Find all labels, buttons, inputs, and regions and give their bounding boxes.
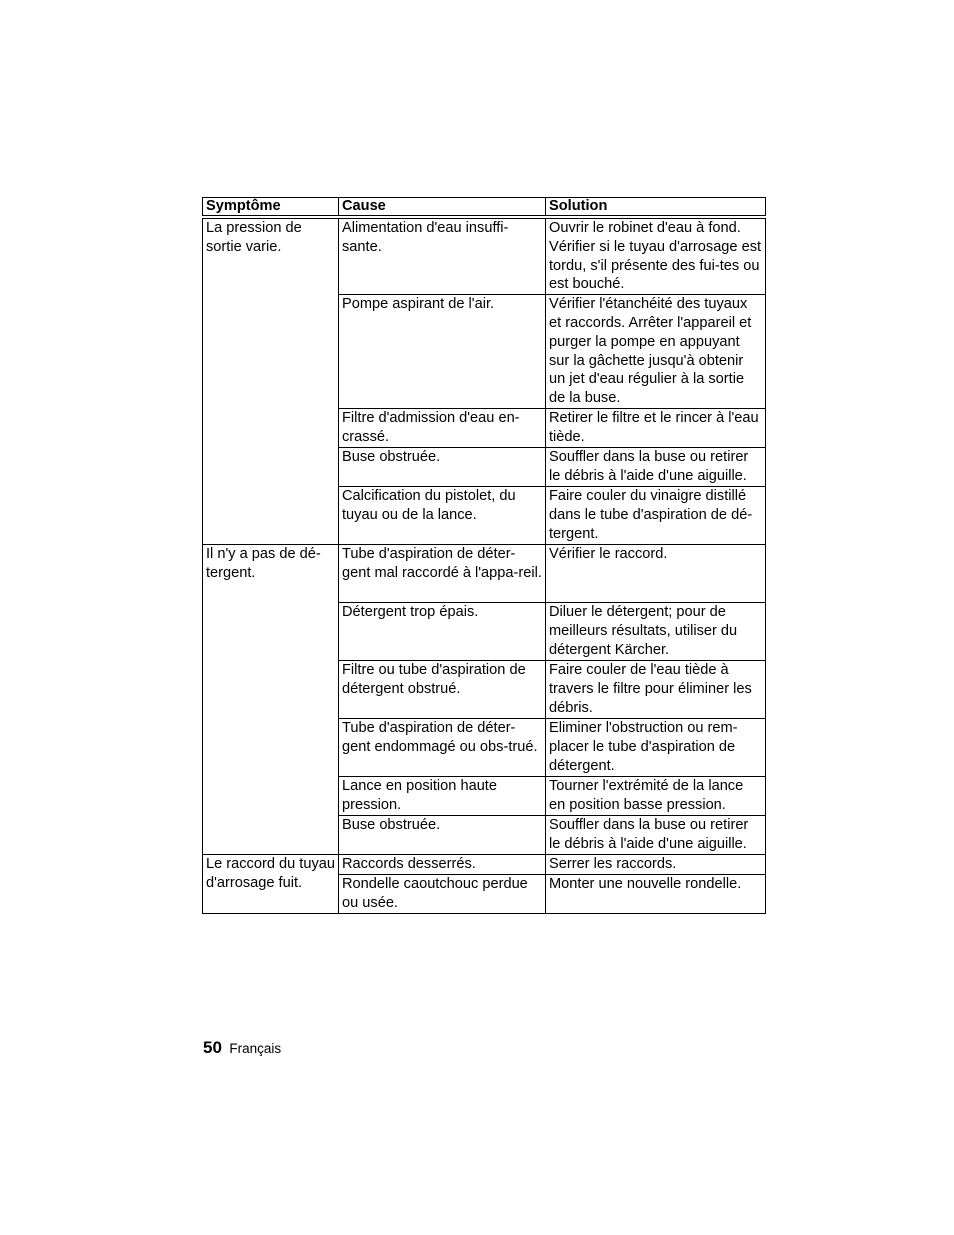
- table-row: [203, 855, 766, 875]
- solution-cell: Souffler dans la buse ou retirer le débris à l'aide d'une aiguille.: [546, 448, 766, 487]
- solution-cell: Eliminer l'obstruction ou rem-placer le tube d'aspiration de détergent.: [546, 719, 766, 777]
- cause-cell: Buse obstruée.: [339, 816, 546, 855]
- cause-cell: Buse obstruée.: [339, 448, 546, 487]
- solution-cell: Vérifier l'étanchéité des tuyaux et raccords. Arrêter l'appareil et purger la pompe en appuyant sur la gâchette jusqu'à obtenir un jet d'eau régulier à la sortie de la buse.: [546, 295, 766, 409]
- solution-cell: Vérifier le raccord.: [546, 545, 766, 603]
- page-language: Français: [229, 1041, 282, 1056]
- cause-cell: Calcification du pistolet, du tuyau ou de la lance.: [339, 487, 546, 545]
- page-footer: [203, 1038, 281, 1058]
- table-row: [203, 545, 766, 603]
- page-number: 50: [203, 1038, 222, 1057]
- solution-cell: Faire couler de l'eau tiède à travers le filtre pour éliminer les débris.: [546, 661, 766, 719]
- symptom-cell: Le raccord du tuyau d'arrosage fuit.: [203, 855, 339, 914]
- cause-cell: Raccords desserrés.: [339, 855, 546, 875]
- symptom-cell: La pression de sortie varie.: [203, 217, 339, 545]
- troubleshooting-table: [202, 197, 766, 914]
- table-row: [203, 217, 766, 295]
- solution-cell: Faire couler du vinaigre distillé dans le tube d'aspiration de dé-tergent.: [546, 487, 766, 545]
- solution-cell: Retirer le filtre et le rincer à l'eau tiède.: [546, 409, 766, 448]
- header-cause: Cause: [339, 198, 546, 218]
- header-solution: Solution: [546, 198, 766, 218]
- solution-cell: Ouvrir le robinet d'eau à fond. Vérifier si le tuyau d'arrosage est tordu, s'il présente des fui-tes ou est bouché.: [546, 217, 766, 295]
- table-header-row: [203, 198, 766, 218]
- cause-cell: Pompe aspirant de l'air.: [339, 295, 546, 409]
- cause-cell: Alimentation d'eau insuffi-sante.: [339, 217, 546, 295]
- solution-cell: Monter une nouvelle rondelle.: [546, 875, 766, 914]
- cause-cell: Détergent trop épais.: [339, 603, 546, 661]
- header-symptom: Symptôme: [203, 198, 339, 218]
- cause-cell: Lance en position haute pression.: [339, 777, 546, 816]
- cause-cell: Tube d'aspiration de déter-gent mal raccordé à l'appa-reil.: [339, 545, 546, 603]
- solution-cell: Serrer les raccords.: [546, 855, 766, 875]
- solution-cell: Souffler dans la buse ou retirer le débris à l'aide d'une aiguille.: [546, 816, 766, 855]
- cause-cell: Rondelle caoutchouc perdue ou usée.: [339, 875, 546, 914]
- solution-cell: Diluer le détergent; pour de meilleurs résultats, utiliser du détergent Kärcher.: [546, 603, 766, 661]
- symptom-cell: Il n'y a pas de dé-tergent.: [203, 545, 339, 855]
- solution-cell: Tourner l'extrémité de la lance en position basse pression.: [546, 777, 766, 816]
- cause-cell: Filtre ou tube d'aspiration de détergent obstrué.: [339, 661, 546, 719]
- cause-cell: Tube d'aspiration de déter-gent endommagé ou obs-trué.: [339, 719, 546, 777]
- cause-cell: Filtre d'admission d'eau en-crassé.: [339, 409, 546, 448]
